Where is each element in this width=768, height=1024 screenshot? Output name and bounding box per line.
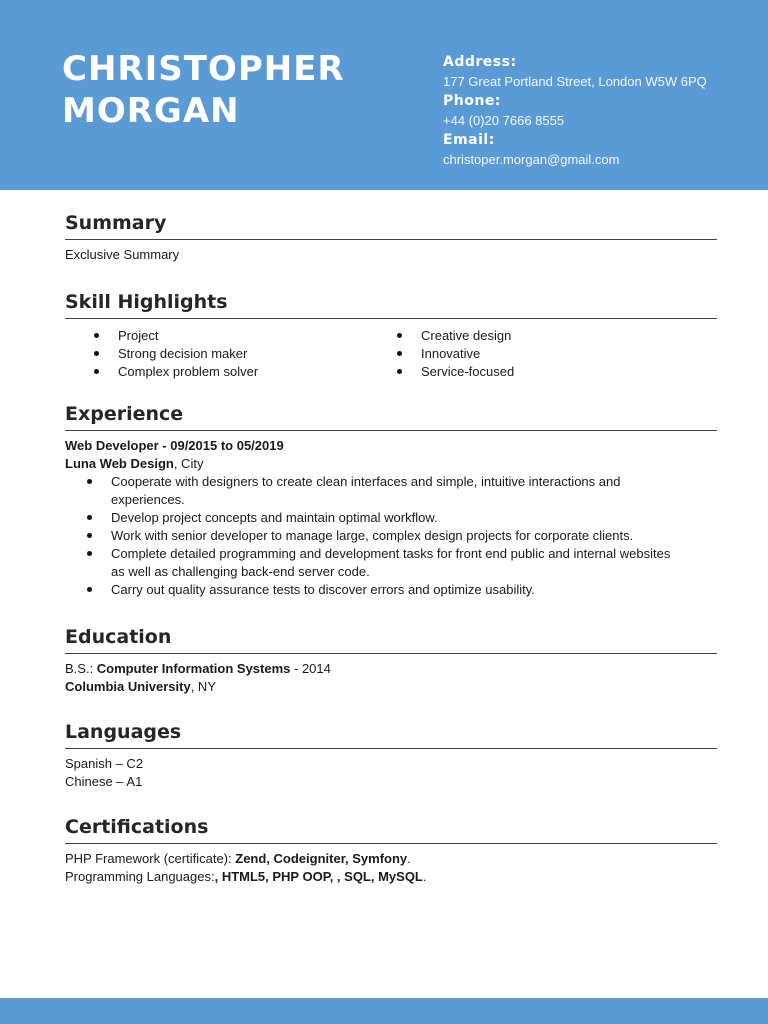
summary-text: Exclusive Summary xyxy=(65,247,180,262)
skill-label: Creative design xyxy=(421,328,512,343)
skills-left-column xyxy=(65,327,258,381)
certification-value: Zend, Codeigniter, Symfony xyxy=(235,851,408,866)
certifications-section xyxy=(65,814,717,886)
education-heading: Education xyxy=(65,626,172,648)
skill-label: Project xyxy=(118,328,159,343)
candidate-name xyxy=(62,48,345,132)
bullet-icon xyxy=(94,333,99,338)
experience-bullet-text: Complete detailed programming and development tasks for front end public and internal websites as well as challenging back-end server code. xyxy=(111,546,671,579)
degree-year: - 2014 xyxy=(290,661,331,676)
bullet-icon xyxy=(87,551,92,556)
degree-prefix: B.S.: xyxy=(65,661,97,676)
certification-end: . xyxy=(407,851,411,866)
experience-bullet xyxy=(65,581,686,599)
summary-divider xyxy=(65,239,717,240)
certification-line xyxy=(65,868,717,886)
skills-divider xyxy=(65,318,717,319)
experience-bullet-text: Work with senior developer to manage large, complex design projects for corporate clients. xyxy=(111,528,634,543)
languages-divider xyxy=(65,748,717,749)
skill-item xyxy=(368,345,514,363)
experience-bullet-text: Develop project concepts and maintain optimal workflow. xyxy=(111,510,438,525)
skills-grid xyxy=(65,327,717,387)
skill-item xyxy=(65,363,258,381)
skills-heading: Skill Highlights xyxy=(65,291,228,313)
bullet-icon xyxy=(87,587,92,592)
languages-section xyxy=(65,719,717,791)
experience-bullets xyxy=(65,473,717,599)
employer-name: Luna Web Design xyxy=(65,456,174,471)
phone-label: Phone: xyxy=(443,93,501,109)
bullet-icon xyxy=(397,369,402,374)
skills-right-column xyxy=(368,327,514,381)
phone-value: +44 (0)20 7666 8555 xyxy=(443,113,565,128)
job-role: Web Developer xyxy=(65,438,159,453)
summary-heading: Summary xyxy=(65,212,167,234)
certification-label: Programming Languages: xyxy=(65,869,215,884)
job-dates: - 09/2015 to 05/2019 xyxy=(158,438,284,453)
experience-bullet xyxy=(65,545,686,581)
skill-label: Complex problem solver xyxy=(118,364,259,379)
address-value: 177 Great Portland Street, London W5W 6PQ xyxy=(443,74,707,89)
footer-bar xyxy=(0,998,768,1024)
certifications-heading: Certifications xyxy=(65,816,209,838)
experience-section xyxy=(65,401,717,599)
employer-line xyxy=(65,455,717,473)
experience-bullet xyxy=(65,473,686,509)
bullet-icon xyxy=(94,369,99,374)
last-name: MORGAN xyxy=(62,91,240,131)
experience-heading: Experience xyxy=(65,403,184,425)
contact-block xyxy=(443,53,763,170)
education-section xyxy=(65,624,717,696)
skills-section xyxy=(65,289,717,387)
degree-line xyxy=(65,660,717,678)
school-name: Columbia University xyxy=(65,679,191,694)
certification-line xyxy=(65,850,717,868)
bullet-icon xyxy=(87,533,92,538)
header-banner xyxy=(0,0,768,190)
skill-item xyxy=(368,327,514,345)
first-name: CHRISTOPHER xyxy=(62,49,345,89)
certifications-divider xyxy=(65,843,717,844)
bullet-icon xyxy=(397,333,402,338)
summary-section xyxy=(65,210,717,264)
certification-value: , HTML5, PHP OOP, , SQL, MySQL xyxy=(214,869,423,884)
bullet-icon xyxy=(94,351,99,356)
school-line xyxy=(65,678,717,696)
skill-label: Service-focused xyxy=(421,364,515,379)
experience-bullet xyxy=(65,527,686,545)
certification-label: PHP Framework (certificate): xyxy=(65,851,236,866)
experience-bullet-text: Carry out quality assurance tests to discover errors and optimize usability. xyxy=(111,582,535,597)
skill-item xyxy=(368,363,514,381)
skill-label: Strong decision maker xyxy=(118,346,248,361)
skill-item xyxy=(65,345,258,363)
address-label: Address: xyxy=(443,54,517,70)
experience-divider xyxy=(65,430,717,431)
email-label: Email: xyxy=(443,132,495,148)
certification-end: . xyxy=(422,869,427,884)
skill-label: Innovative xyxy=(421,346,481,361)
experience-bullet-text: Cooperate with designers to create clean interfaces and simple, intuitive interactions and experiences. xyxy=(111,474,621,507)
bullet-icon xyxy=(397,351,402,356)
employer-location: , City xyxy=(173,456,204,471)
experience-bullet xyxy=(65,509,686,527)
job-title-line xyxy=(65,437,717,455)
bullet-icon xyxy=(87,479,92,484)
language-item: Chinese – A1 xyxy=(65,774,143,789)
languages-heading: Languages xyxy=(65,721,182,743)
degree-name: Computer Information Systems xyxy=(96,661,291,676)
school-location: , NY xyxy=(190,679,216,694)
language-item: Spanish – C2 xyxy=(65,756,144,771)
skill-item xyxy=(65,327,258,345)
bullet-icon xyxy=(87,515,92,520)
education-divider xyxy=(65,653,717,654)
email-value[interactable]: christoper.morgan@gmail.com xyxy=(443,152,620,167)
